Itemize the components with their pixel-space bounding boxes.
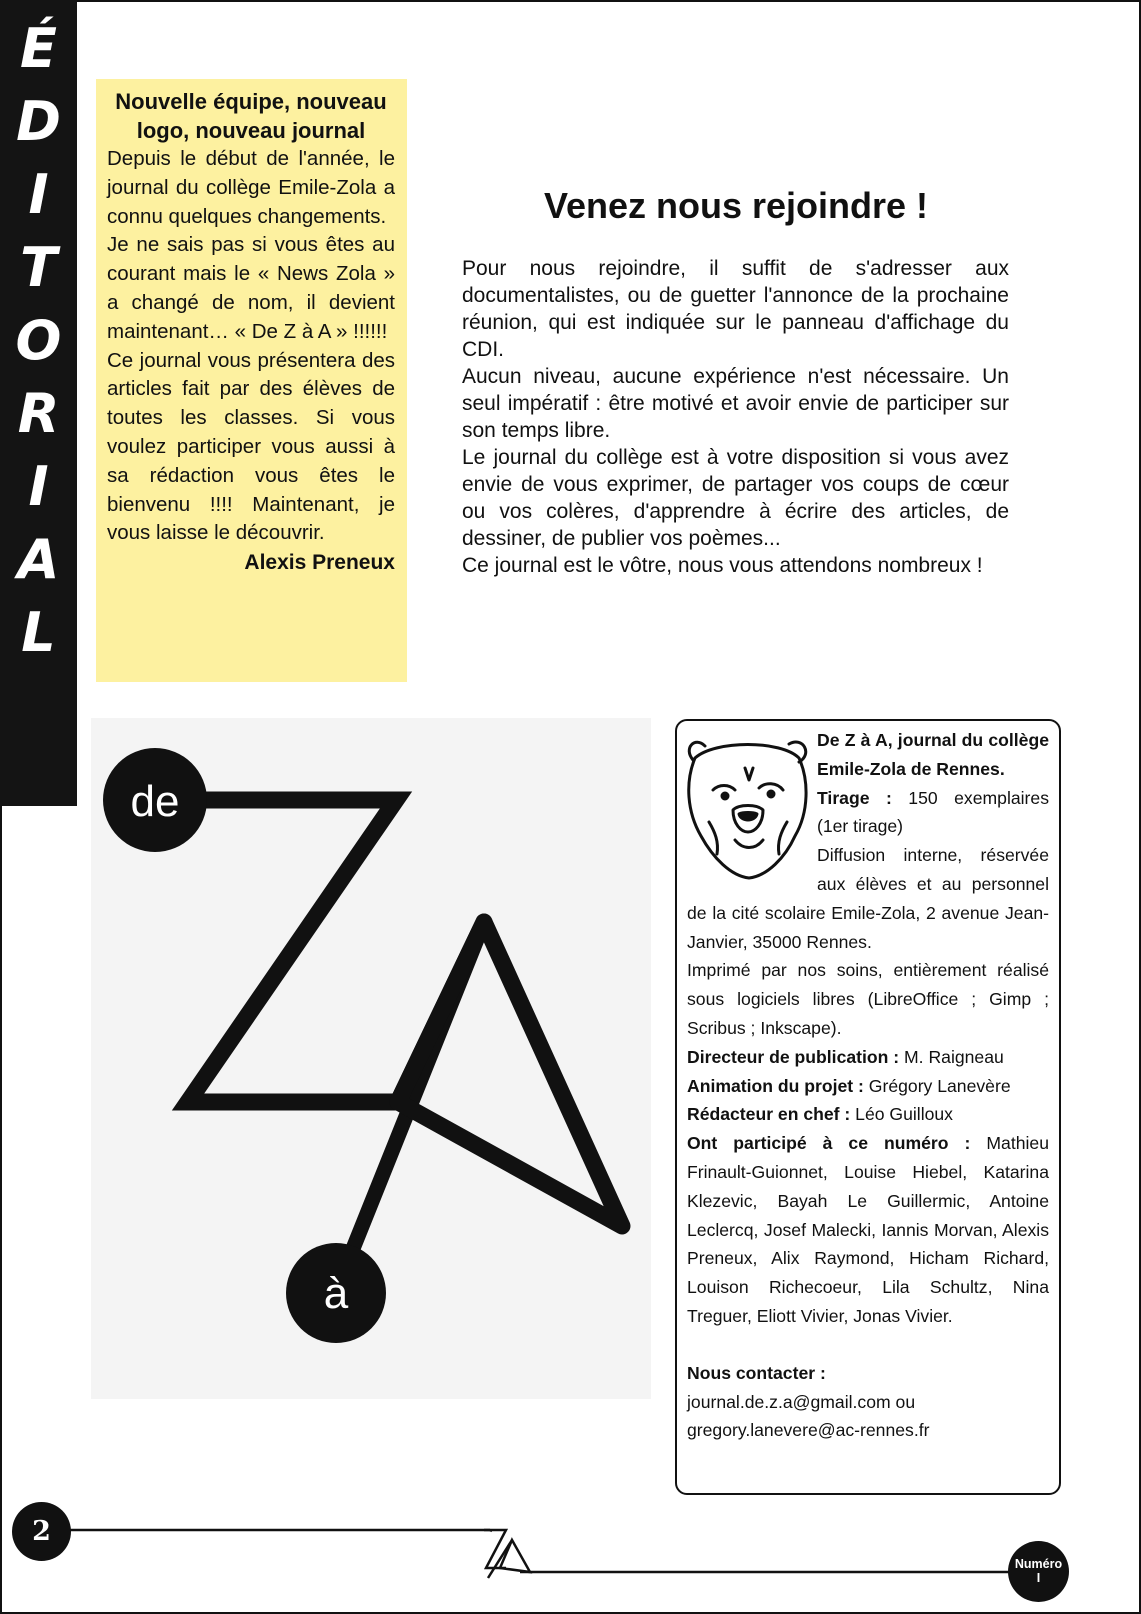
logo-a-label: à bbox=[323, 1269, 349, 1318]
join-paragraph-3: Le journal du collège est à votre disposition si vous avez envie de vous exprimer, de partager vos coups de cœur ou vos colères, d'apprendre à écrire des articles, de dessiner, de publier vos poèmes... bbox=[462, 446, 1009, 550]
editorial-letter: I bbox=[28, 163, 49, 226]
colophon-contact-label: Nous contacter : bbox=[687, 1362, 826, 1383]
journal-logo bbox=[91, 718, 651, 1399]
colophon-tirage: Tirage : 150 exemplaires (1er tirage) bbox=[817, 787, 1049, 837]
editorial-letter: A bbox=[17, 528, 60, 591]
editorial-letter: I bbox=[28, 455, 49, 518]
editorial-title: Nouvelle équipe, nouveau logo, nouveau journal bbox=[115, 89, 387, 143]
issue-label: Numéro bbox=[1014, 1557, 1063, 1571]
contact-email-2[interactable]: gregory.lanevere@ac-rennes.fr bbox=[687, 1420, 930, 1441]
colophon-diffusion: Diffusion interne, réservée aux élèves et au personnel de la cité scolaire Emile-Zola, 2 avenue Jean-Janvier, 35000 Rennes. bbox=[687, 845, 1049, 952]
editorial-paragraph-3: Ce journal vous présentera des articles fait par des élèves de toutes les classes. Si vous voulez participer vous aussi à sa rédaction vous êtes le bienvenu !!!! Maintenant, je vous laisse le découvrir. bbox=[107, 348, 395, 545]
editorial-letter: R bbox=[17, 382, 60, 445]
colophon-redacteur: Rédacteur en chef : Léo Guilloux bbox=[687, 1104, 953, 1125]
editorial-vertical-label bbox=[0, 12, 77, 712]
join-paragraph-4: Ce journal est le vôtre, nous vous attendons nombreux ! bbox=[462, 554, 983, 577]
issue-badge bbox=[1008, 1541, 1069, 1602]
footer-line bbox=[0, 1490, 1141, 1614]
logo-de-label: de bbox=[130, 777, 180, 826]
colophon-imprime: Imprimé par nos soins, entièrement réalisé sous logiciels libres (LibreOffice ; Gimp ; Scribus ; Inkscape). bbox=[687, 960, 1049, 1038]
editorial-letter: É bbox=[20, 17, 57, 80]
bear-icon bbox=[685, 732, 811, 882]
editorial-paragraph-2: Je ne sais pas si vous êtes au courant mais le « News Zola » a changé de nom, il devient maintenant… « De Z à A » !!!!!! bbox=[107, 233, 395, 343]
editorial-letter: D bbox=[16, 90, 61, 153]
join-paragraph-1: Pour nous rejoindre, il suffit de s'adresser aux documentalistes, ou de guetter l'annonce de la prochaine réunion, qui est indiquée sur le panneau d'affichage du CDI. bbox=[462, 257, 1009, 361]
colophon-box bbox=[675, 719, 1061, 1495]
editorial-letter: O bbox=[15, 309, 62, 372]
join-paragraph-2: Aucun niveau, aucune expérience n'est nécessaire. Un seul impératif : être motivé et avoir envie de participer sur son temps libre. bbox=[462, 365, 1009, 442]
editorial-sidebar bbox=[0, 0, 77, 806]
page-number: 2 bbox=[12, 1502, 71, 1561]
editorial-letter: L bbox=[21, 601, 56, 664]
editorial-paragraph-1: Depuis le début de l'année, le journal du collège Emile-Zola a connu quelques changements. bbox=[107, 147, 395, 228]
editorial-letter: T bbox=[20, 236, 57, 299]
colophon-header: De Z à A, journal du collège Emile-Zola de Rennes. bbox=[817, 730, 1049, 779]
editorial-signature: Alexis Preneux bbox=[244, 551, 395, 575]
join-title: Venez nous rejoindre ! bbox=[543, 185, 929, 226]
join-article bbox=[462, 255, 1009, 579]
contact-email-1[interactable]: journal.de.z.a@gmail.com ou bbox=[687, 1391, 916, 1412]
colophon-participants: Ont participé à ce numéro : Mathieu Frinault-Guionnet, Louise Hiebel, Katarina Klezevic, Bayah Le Guillermic, Antoine Leclercq, Josef Malecki, Iannis Morvan, Alexis Preneux, Alix Raymond, Hicham Richard, Louison Richecoeur, Lila Schultz, Nina Treguer, Eliott Vivier, Jonas Vivier. bbox=[687, 1133, 1049, 1326]
footer-logo-icon bbox=[484, 1530, 530, 1578]
colophon-animation: Animation du projet : Grégory Lanevère bbox=[687, 1075, 1011, 1096]
editorial-box bbox=[96, 79, 407, 682]
colophon-directeur: Directeur de publication : M. Raigneau bbox=[687, 1046, 1004, 1067]
issue-number: I bbox=[1036, 1571, 1041, 1585]
logo-graphic bbox=[91, 718, 651, 1399]
